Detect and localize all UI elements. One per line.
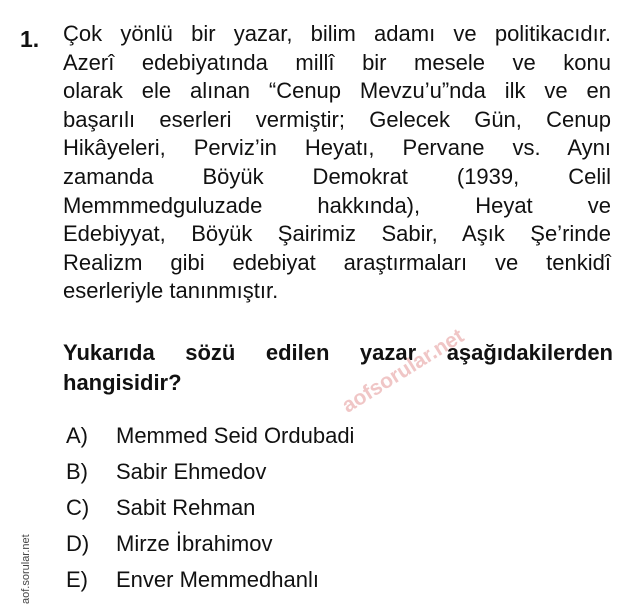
option-text: Memmed Seid Ordubadi xyxy=(116,423,355,448)
option-e[interactable] xyxy=(66,562,354,598)
stem-line: zamanda Böyük Demokrat (1939, Celil xyxy=(63,163,611,189)
prompt-line: Yukarıda sözü edilen yazar aşağıdakilerden xyxy=(63,340,613,365)
option-a[interactable] xyxy=(66,418,354,454)
prompt-line: hangisidir? xyxy=(63,370,182,395)
side-watermark: aof.sorular.net xyxy=(20,534,32,604)
answer-options xyxy=(66,418,354,598)
question-stem xyxy=(63,20,611,306)
stem-line: Realizm gibi edebiyat araştırmaları ve tenkidî xyxy=(63,249,611,275)
stem-line: eserleriyle tanınmıştır. xyxy=(63,278,279,304)
stem-line: Memmmedguluzade hakkında), Heyat ve xyxy=(63,192,611,218)
option-text: Mirze İbrahimov xyxy=(116,531,273,556)
question-prompt xyxy=(63,338,613,398)
stem-line: başarılı eserleri vermiştir; Gelecek Gün, Cenup xyxy=(63,106,611,132)
option-letter: C) xyxy=(66,495,90,520)
option-b[interactable] xyxy=(66,454,354,490)
stem-line: Çok yönlü bir yazar, bilim adamı ve politikacıdır. xyxy=(63,21,611,46)
option-text: Sabit Rehman xyxy=(116,495,256,520)
question-number: 1. xyxy=(20,26,40,52)
option-letter: D) xyxy=(66,531,90,556)
stem-line: olarak ele alınan “Cenup Mevzu’u”nda ilk ve en xyxy=(63,78,611,104)
option-letter: A) xyxy=(66,423,88,448)
stem-line: Hikâyeleri, Perviz’in Heyatı, Pervane vs. Aynı xyxy=(63,135,611,161)
option-text: Sabir Ehmedov xyxy=(116,459,267,484)
option-letter: B) xyxy=(66,459,88,484)
stem-line: Azerî edebiyatında millî bir mesele ve konu xyxy=(63,49,611,75)
watermark: aofsorular.net xyxy=(338,324,468,418)
option-letter: E) xyxy=(66,567,88,592)
option-text: Enver Memmedhanlı xyxy=(116,567,319,592)
option-d[interactable] xyxy=(66,526,354,562)
option-c[interactable] xyxy=(66,490,354,526)
stem-line: Edebiyyat, Böyük Şairimiz Sabir, Aşık Şe’rinde xyxy=(63,221,611,247)
